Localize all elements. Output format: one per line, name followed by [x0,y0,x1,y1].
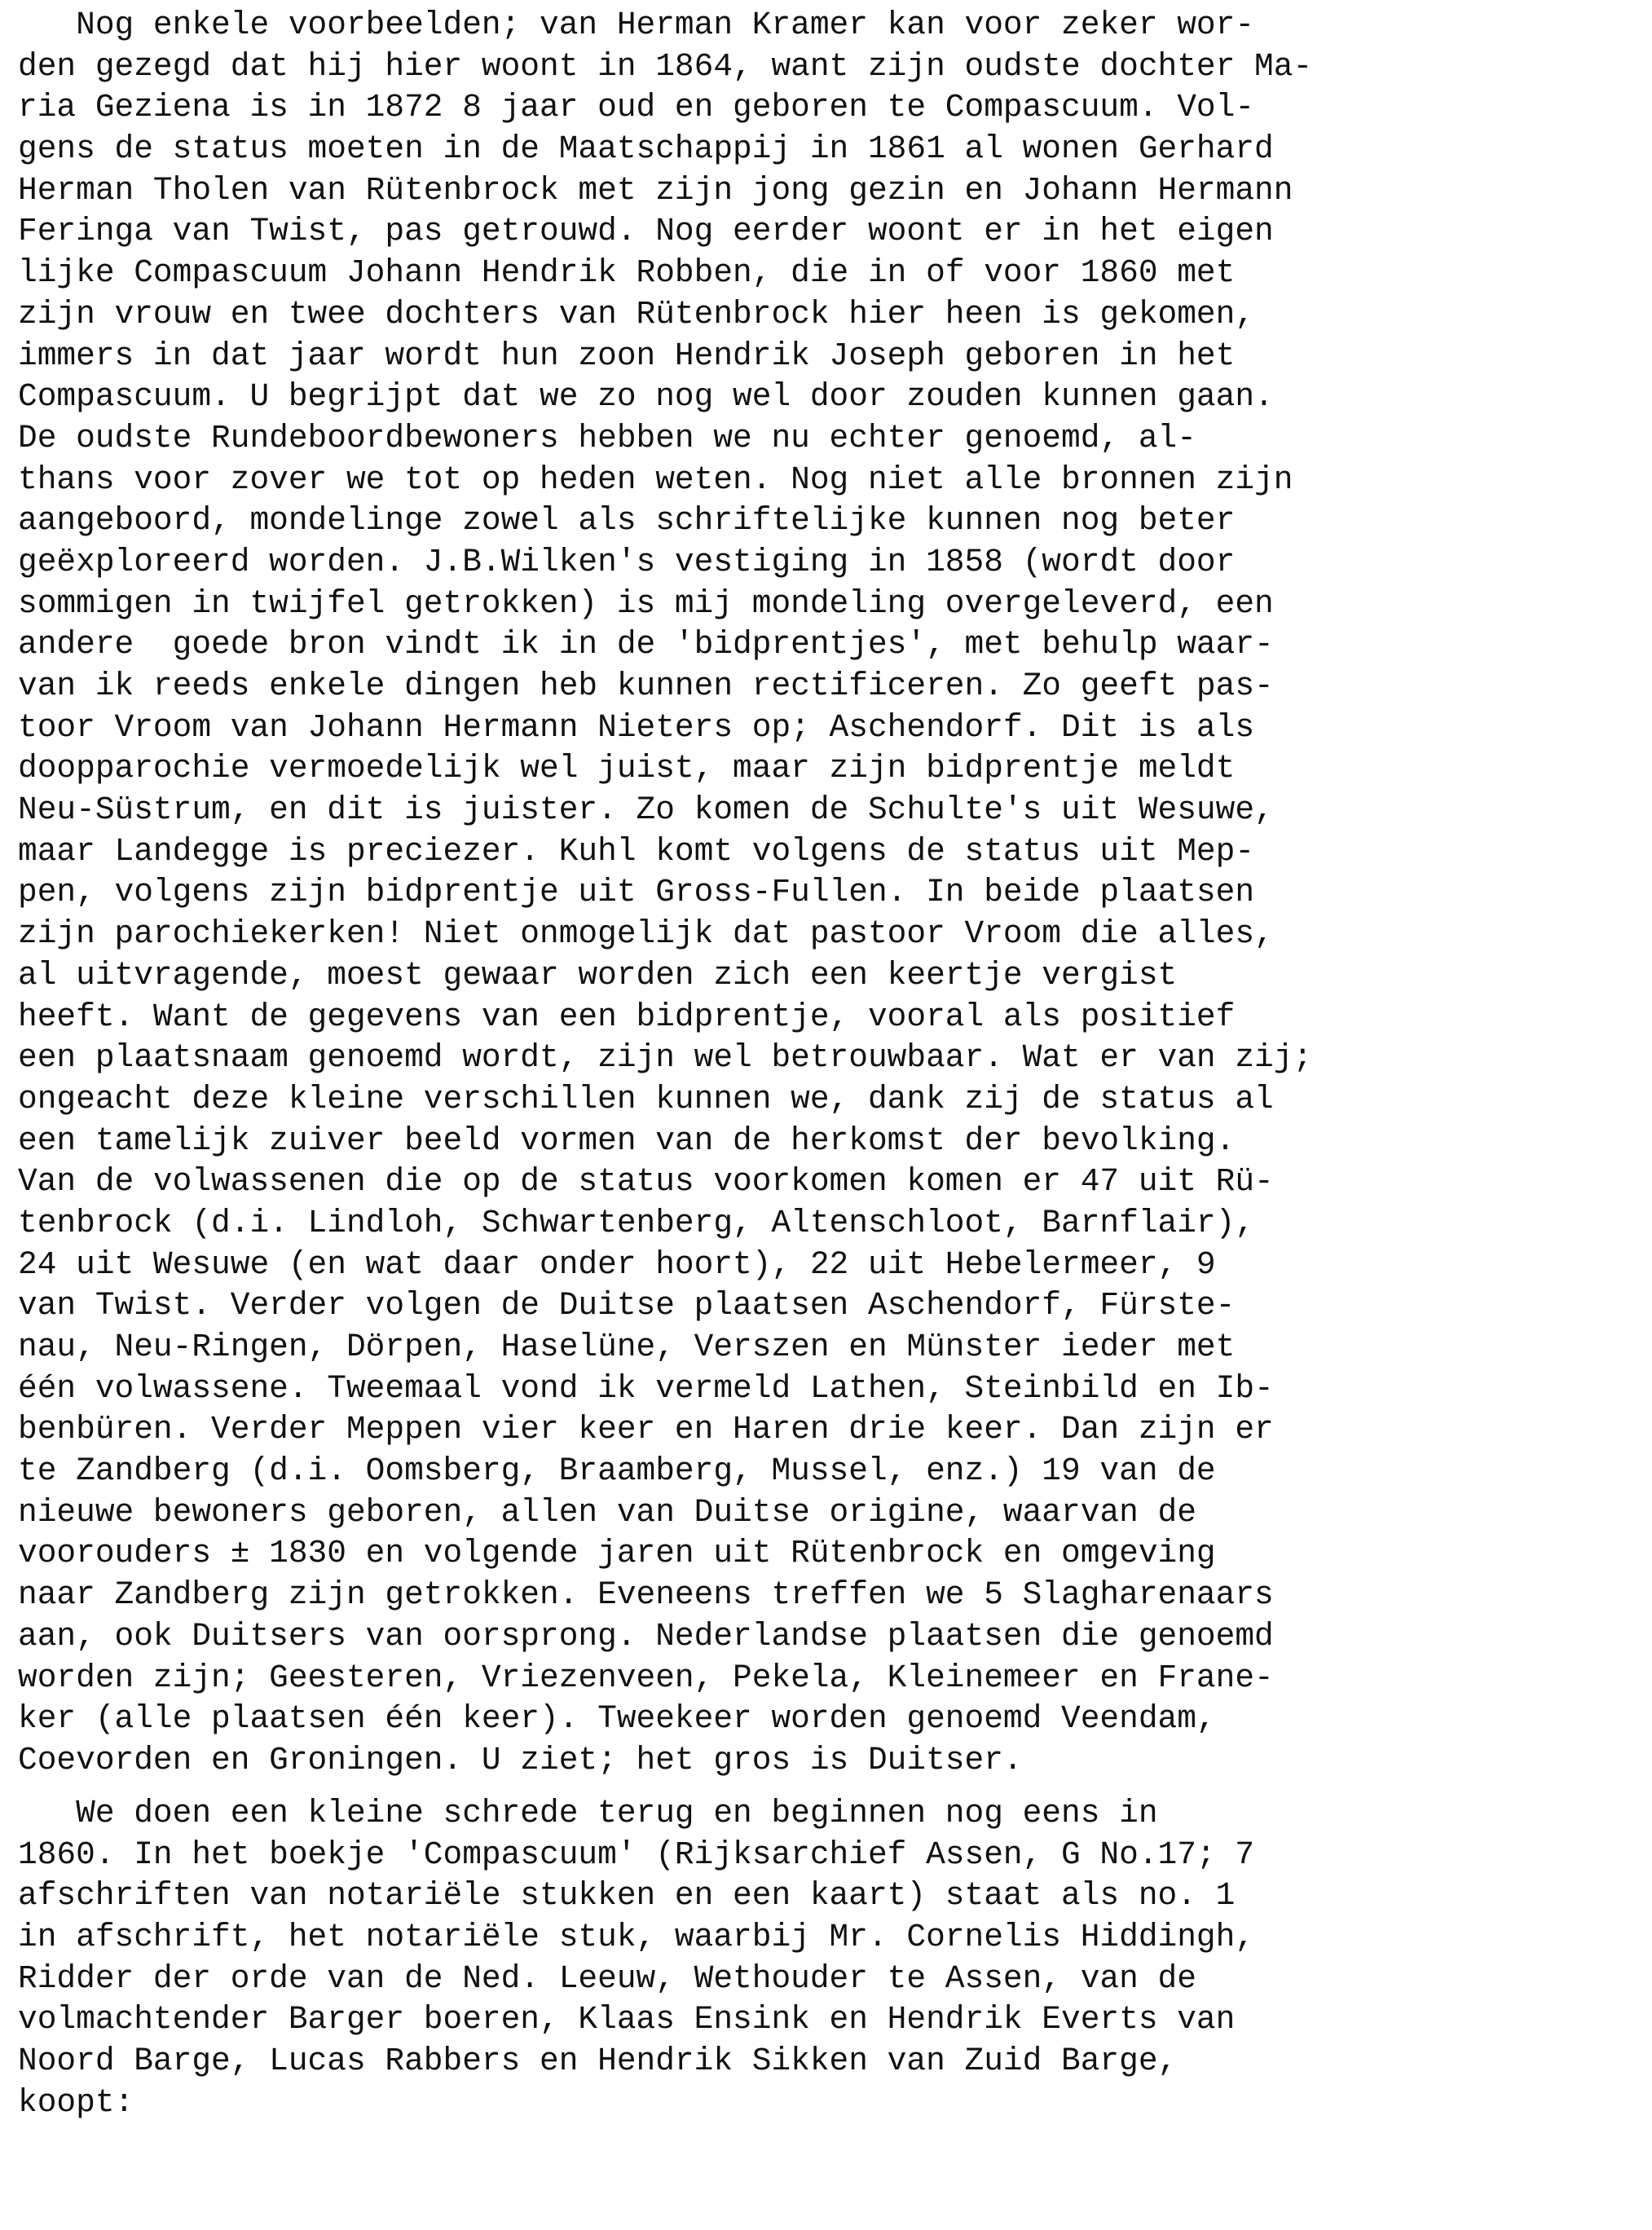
text-line: voorouders ± 1830 en volgende jaren uit Rütenbrock en omgeving [18,1535,1216,1572]
text-line: maar Landegge is preciezer. Kuhl komt volgens de status uit Mep- [18,832,1255,870]
text-line: lijke Compascuum Johann Hendrik Robben, die in of voor 1860 met [18,254,1236,292]
text-line: 1860. In het boekje 'Compascuum' (Rijksarchief Assen, G No.17; 7 [18,1836,1255,1873]
text-line: Van de volwassenen die op de status voorkomen komen er 47 uit Rü- [18,1163,1274,1201]
text-line: naar Zandberg zijn getrokken. Eveneens treffen we 5 Slagharenaars [18,1576,1274,1614]
text-line: aan, ook Duitsers van oorsprong. Nederlandse plaatsen die genoemd [18,1617,1274,1655]
text-line: andere goede bron vindt ik in de 'bidprentjes', met behulp waar- [18,626,1274,663]
text-line: al uitvragende, moest gewaar worden zich een keertje vergist [18,956,1178,994]
text-line: Neu-Süstrum, en dit is juister. Zo komen de Schulte's uit Wesuwe, [18,791,1274,829]
text-line: thans voor zover we tot op heden weten. Nog niet alle bronnen zijn [18,461,1293,498]
text-line: tenbrock (d.i. Lindloh, Schwartenberg, Altenschloot, Barnflair), [18,1204,1255,1241]
text-line: ker (alle plaatsen één keer). Tweekeer worden genoemd Veendam, [18,1700,1216,1738]
paragraph-1 [18,5,1312,1782]
text-line: doopparochie vermoedelijk wel juist, maar zijn bidprentje meldt [18,750,1236,787]
paragraph-2 [18,1793,1254,2124]
text-line: zijn parochiekerken! Niet onmogelijk dat pastoor Vroom die alles, [18,915,1274,953]
text-line: een tamelijk zuiver beeld vormen van de herkomst der bevolking. [18,1122,1236,1159]
text-line: te Zandberg (d.i. Oomsberg, Braamberg, Mussel, enz.) 19 van de [18,1452,1216,1490]
text-line: aangeboord, mondelinge zowel als schriftelijke kunnen nog beter [18,502,1236,540]
text-line: een plaatsnaam genoemd wordt, zijn wel betrouwbaar. Wat er van zij; [18,1039,1313,1077]
text-line: Noord Barge, Lucas Rabbers en Hendrik Sikken van Zuid Barge, [18,2043,1178,2080]
text-line: heeft. Want de gegevens van een bidprentje, vooral als positief [18,998,1236,1035]
text-line: nieuwe bewoners geboren, allen van Duitse origine, waarvan de [18,1493,1196,1531]
text-line: 24 uit Wesuwe (en wat daar onder hoort), 22 uit Hebelermeer, 9 [18,1245,1216,1283]
text-line: Herman Tholen van Rütenbrock met zijn jong gezin en Johann Hermann [18,171,1293,209]
text-line: Coevorden en Groningen. U ziet; het gros is Duitser. [18,1741,1023,1778]
text-line: immers in dat jaar wordt hun zoon Hendrik Joseph geboren in het [18,337,1236,374]
text-line: gens de status moeten in de Maatschappij in 1861 al wonen Gerhard [18,130,1274,168]
text-line: van ik reeds enkele dingen heb kunnen rectificeren. Zo geeft pas- [18,668,1274,704]
text-line: koopt: [18,2083,134,2121]
text-line: volmachtender Barger boeren, Klaas Ensink en Hendrik Everts van [18,2001,1236,2038]
text-line: ongeacht deze kleine verschillen kunnen we, dank zij de status al [18,1080,1274,1117]
text-line: nau, Neu-Ringen, Dörpen, Haselüne, Verszen en Münster ieder met [18,1329,1236,1365]
text-line: pen, volgens zijn bidprentje uit Gross-Fullen. In beide plaatsen [18,874,1255,911]
text-line: afschriften van notariële stukken en een kaart) staat als no. 1 [18,1877,1236,1915]
text-line: We doen een kleine schrede terug en beginnen nog eens in [18,1795,1158,1831]
text-line: worden zijn; Geesteren, Vriezenveen, Pekela, Kleinemeer en Frane- [18,1659,1274,1696]
text-line: benbüren. Verder Meppen vier keer en Haren drie keer. Dan zijn er [18,1411,1274,1448]
text-line: toor Vroom van Johann Hermann Nieters op; Aschendorf. Dit is als [18,708,1255,746]
text-line: zijn vrouw en twee dochters van Rütenbrock hier heen is gekomen, [18,295,1255,333]
text-line: Ridder der orde van de Ned. Leeuw, Wethouder te Assen, van de [18,1959,1196,1997]
text-line: Feringa van Twist, pas getrouwd. Nog eerder woont er in het eigen [18,213,1274,250]
text-line: in afschrift, het notariële stuk, waarbij Mr. Cornelis Hiddingh, [18,1919,1255,1956]
text-line: geëxploreerd worden. J.B.Wilken's vestiging in 1858 (wordt door [18,543,1236,580]
text-line: één volwassene. Tweemaal vond ik vermeld Lathen, Steinbild en Ib- [18,1369,1274,1407]
text-line: sommigen in twijfel getrokken) is mij mondeling overgeleverd, een [18,584,1274,622]
text-line: Compascuum. U begrijpt dat we zo nog wel door zouden kunnen gaan. [18,378,1274,416]
text-line: Nog enkele voorbeelden; van Herman Kramer kan voor zeker wor- [18,7,1255,43]
text-line: ria Geziena is in 1872 8 jaar oud en geboren te Compascuum. Vol- [18,89,1255,126]
text-line: den gezegd dat hij hier woont in 1864, want zijn oudste dochter Ma- [18,47,1313,85]
text-line: De oudste Rundeboordbewoners hebben we nu echter genoemd, al- [18,419,1196,456]
text-line: van Twist. Verder volgen de Duitse plaatsen Aschendorf, Fürste- [18,1287,1236,1324]
